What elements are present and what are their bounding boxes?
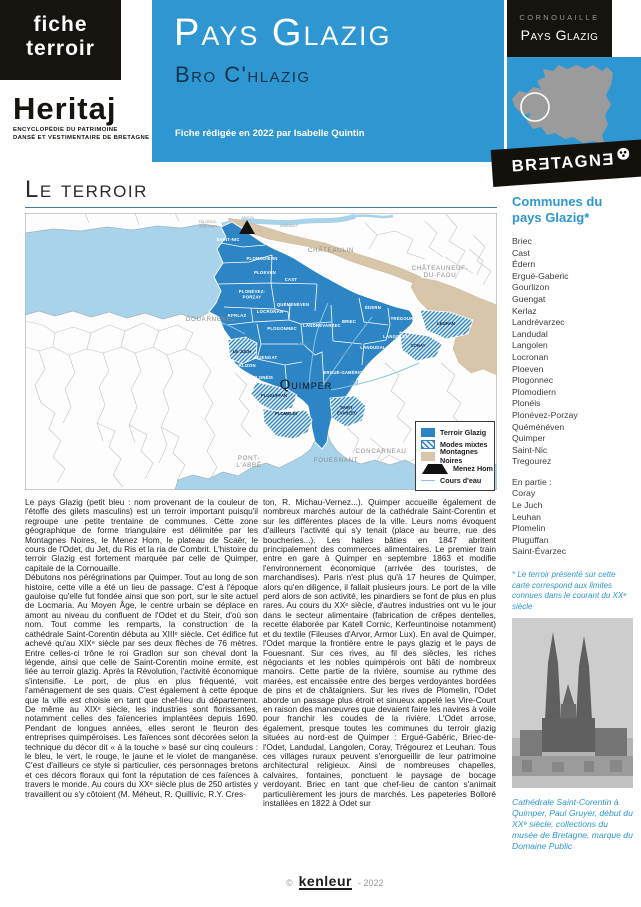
list-item: Guengat — [512, 293, 546, 304]
map-label: CORAY — [410, 343, 426, 348]
bretagne-badge-icon — [617, 147, 630, 160]
map-label: FOUESNANT — [313, 457, 359, 464]
paragraph: Le pays Glazig (petit bleu : nom provenant de la couleur de l'étoffe des gilets masculins) est un terroir important puisqu'il regroupe une petite trentaine de communes. Cette zone géographique de forme triangulaire est délimitée par les Montagnes Noires, le Menez Hom, le plateau de Scaër, le cours de l'Odet, du Jet, du Ris et la ria de Combrit. L'histoire du terroir Glazig est fortement marquée par celle de Quimper, capitale de la Cornouaille. — [25, 497, 258, 573]
map-label: TRÉGOUREZ — [390, 316, 420, 321]
heritaj-wordmark: Heritaj — [13, 91, 117, 126]
legend-label: Montagnes Noires — [440, 447, 478, 466]
list-item: Plomodiern — [512, 386, 556, 397]
partial-communes-list — [512, 488, 634, 558]
copyright-symbol: © — [286, 878, 293, 888]
list-item: Leuhan — [512, 511, 541, 522]
list-item: Kerlaz — [512, 305, 537, 316]
map-label: CONCARNEAU — [355, 448, 407, 455]
list-item: Plogonnec — [512, 375, 554, 386]
map-label: Ris — [246, 335, 256, 342]
region-name: CORNOUAILLE — [519, 13, 600, 22]
map-label: PORZAY — [242, 294, 262, 300]
map-label: Quimper — [279, 377, 333, 392]
list-item: Cast — [512, 247, 530, 258]
glazig-swatch-icon — [421, 428, 435, 437]
map-footnote: * Le terroir présenté sur cette carte correspond aux limites connues dans le courant du XXᵉ siècle — [512, 570, 627, 611]
paragraph: ton, R. Michau-Vernez...). Quimper accueille également de nombreux marchés autour de la cathédrale Saint-Corentin et sur les différentes places de la ville. Leurs noms évoquent d'ailleurs l'activité qui s'y tenait (place au beurre, rue des boucheries...). Les halles bâties en 1847 abritent principalement des commerces alimentaires. Le premier train entre en gare à Quimper en septembre 1863 et modifie l'environnement économique (arrivée des touristes, de marchandises). Paris n'est plus qu'à 17 heures de Quimper, alors qu'en diligence, il fallait plusieurs jours. Le port de la ville perd alors de son activité, les pinardiers se font de plus en plus rares. Au cours du XXᵉ siècle, d'autres industries ont vu le jour dans le secteur alimentaire (fabrication de crêpes dentelles, recette élaborée par Katell Cornic, Kerfeuntinoise notamment) et du textile (Fileuses d'Arvor, Armor Lux). En aval de Quimper, l'Odet marque la frontière entre le pays glazig et le pays de Fouesnant. Sur ces rives, au fil des siècles, les riches négociants et les nobles quimpérois ont bâti de nombreux manoirs. Cette partie de la rivière, soumise au rythme des marées, est encaissée entre des berges verdoyantes bordées de pins et de châtaigniers. Sur les rives de Plomelin, l'Odet aborde un passage plus étroit et sinueux appelé les Vire-Court en raison des manœuvres que devaient faire les navires à voile pour franchir les coudes de la rivière. L'Odet arrose, également, presque toutes les communes du terroir glazig situées au nord-est de Quimper : Ergué-Gabéric, Briec-de-l'Odet, Landudal, Langolen, Coray, Trégourez et Leuhan. Tous ces villages ruraux peuvent s'enorgueillir de leur patrimoine architectural religieux. Ainsi de nombreuses chapelles, calvaires, fontaines, ponctuent le paysage de bocage verdoyant. Briec en tant que chef-lieu de canton s'animait particulièrement les jours de marchés. Les papeteries Bolloré installées en 1822 à Odet sur — [263, 497, 496, 808]
cathedral-photo — [512, 618, 633, 788]
list-item: Locronan — [512, 351, 549, 362]
list-item: Plonévez-Porzay — [512, 409, 578, 420]
list-item: Quéménéven — [512, 421, 565, 432]
mixte-swatch-icon — [421, 440, 435, 449]
list-item: Pluguffan — [512, 534, 549, 545]
map-label: LEUHAN — [437, 321, 455, 326]
article-body — [25, 498, 497, 808]
communes-list — [512, 236, 634, 468]
map-label: LANGOLEN — [383, 334, 409, 339]
fiche-terroir-logo — [0, 0, 121, 80]
page-subtitle-breton: Bro C'hlazig — [175, 62, 311, 87]
list-item: Ergué-Gaberic — [512, 270, 569, 281]
page-title: Pays Glazig — [174, 12, 392, 54]
title-banner — [152, 0, 504, 162]
article-column-left — [25, 498, 258, 808]
kenleur-logo: kenleur — [298, 873, 352, 889]
pays-name: Pays Glazig — [520, 27, 599, 43]
map-label: PLOMELIN — [274, 411, 298, 416]
map-label: PLONÉVEZ- — [238, 289, 266, 294]
list-item: Plomelin — [512, 523, 546, 534]
list-item: Landudal — [512, 328, 548, 339]
sidebar-title: Communes du pays Glazig* — [512, 194, 603, 225]
footer-year: - 2022 — [357, 878, 384, 888]
map-label: CHÂTEAUNEUF- — [411, 265, 469, 272]
map-label: ÉVARZEC — [336, 410, 358, 416]
map-label: PONT- — [237, 455, 261, 462]
map-label: GOURLIZON — [228, 363, 256, 368]
byline: Fiche rédigée en 2022 par Isabelle Quintin — [175, 128, 365, 139]
brittany-locator-map — [507, 57, 641, 151]
paragraph: Débutons nos pérégrinations par Quimper. Tout au long de son histoire, cette ville a été un lieu de passage. C'est à l'époque gauloise qu'elle fut fondée ainsi que son port, sur le site actuel de Locmaria. Au Moyen Âge, le centre urbain se déplace en amont au niveau du confluent de l'Odet et du Steir, d'où son nom. Tout comme les remparts, la construction de la cathédrale Saint-Corentin débuta au XIIIᵉ siècle. Cet édifice fut achevé qu'au XIXᵉ siècle par ses deux flèches de 76 mètres. Entre celles-ci trône le roi Gradlon sur son cheval dont la légende, ainsi que celle de Saint-Corentin moine ermite, est liée au terroir glazig. Après la Révolution, l'activité économique s'intensifie. Le port, de plus en plus fréquenté, voit l'aménagement de ses quais. C'est également à cette époque que la ville est choisie en tant que chef-lieu du département. De même au XIXᵉ siècle, les industries sont florissantes, notamment celles des faïenceries implantées depuis 1690. Pendant de longues années, elles seront le fleuron des entreprises quimpéroises. Les faïences sont décorées selon la technique du décor dit « à la touche » basé sur cinq couleurs : le bleu, le vert, le rouge, le jaune et le violet de manganèse. C'est d'ailleurs ce style si particulier, ces personnages bretons et ces décors floraux qui font la réputation de ces faïences à travers le monde. Au cours du XXᵉ siècle plus de 250 artistes y travaillent ou s'y côtoient (M. Méheut, R. Quillivic, R.Y. Cres- — [25, 572, 258, 799]
map-label: SAINT-NIC — [216, 237, 240, 242]
list-item: Landrévarzec — [512, 317, 565, 328]
brittany-silhouette — [507, 57, 641, 151]
map-label: DOUARNENEZ — [185, 316, 237, 323]
map-label: CAST — [284, 277, 298, 282]
legend-label: Terroir Glazig — [440, 427, 487, 437]
list-item: Tregourez — [512, 456, 552, 467]
map-label: PLOGONNEC — [267, 326, 297, 331]
section-title: Le terroir — [25, 176, 148, 203]
map-label: LOCRONAN — [256, 309, 284, 314]
partial-list-title: En partie : — [512, 476, 552, 487]
map-label: KERLAZ — [227, 313, 247, 318]
list-item: Gourlizon — [512, 282, 550, 293]
legend-label: Cours d'eau — [440, 476, 482, 486]
map-label: PLUGUFFAN — [260, 393, 288, 398]
footer — [286, 874, 383, 890]
heritaj-logo — [13, 92, 153, 142]
peak-swatch-icon — [422, 464, 448, 474]
article-column-right — [263, 498, 496, 808]
list-item: Briec — [512, 236, 532, 246]
map-label: CHÂTEAULIN — [307, 247, 355, 254]
map-label: DU-FAOU — [423, 272, 457, 279]
map-label: Jet — [349, 379, 359, 386]
bretagne-wordmark: BRƎTAGNƎ — [511, 150, 616, 176]
legend-row — [421, 463, 494, 475]
fiche-terroir-logo-line2: terroir — [26, 37, 95, 60]
map-label: SAINT- — [339, 405, 355, 410]
section-rule — [25, 207, 497, 208]
map-label: ERGUÉ-GABÉRIC — [323, 370, 363, 375]
list-item: Coray — [512, 488, 536, 499]
map-label: DINÉAULT — [279, 224, 299, 228]
legend-label: Modes mixtes — [440, 439, 488, 449]
list-item: Édern — [512, 259, 536, 270]
list-item: Saint-Évarzec — [512, 546, 567, 557]
map-label: PLOMODIERN — [246, 256, 278, 261]
list-item: Langolen — [512, 340, 548, 351]
legend-row — [421, 475, 494, 487]
heritaj-tagline-2: DANSÉ ET VESTIMENTAIRE DE BRETAGNE — [13, 135, 150, 141]
map-label: Steïr — [296, 341, 310, 348]
map-label: ARGOL — [241, 216, 255, 220]
list-item: Ploeven — [512, 363, 544, 374]
map-label: PLONÉIS — [252, 375, 274, 380]
map-label: Odet — [336, 351, 352, 358]
map-label: LANDRÉVARZEC — [303, 323, 341, 328]
list-item: Saint-Nic — [512, 444, 548, 455]
map-label: TELGRUC- — [198, 220, 218, 224]
map-label: GUENGAT — [254, 355, 278, 360]
legend-label: Menez Hom — [453, 464, 493, 474]
map-label: PLOEVEN — [254, 270, 276, 275]
map-label: LE JUCH — [232, 349, 252, 354]
map-legend — [415, 421, 495, 491]
map-label: SUR-MER — [199, 224, 217, 229]
heritaj-tagline-1: ENCYCLOPÉDIE DU PATRIMOINE — [13, 127, 118, 133]
river-swatch-icon — [421, 480, 435, 481]
terroir-map — [25, 213, 497, 490]
legend-row — [421, 447, 494, 466]
map-label: BRIEC — [341, 319, 357, 324]
list-item: Le Juch — [512, 500, 543, 511]
region-badge — [507, 0, 612, 57]
photo-caption: Cathédrale Saint-Corentin à Quimper, Paul Gruyer, début du XXᵉ siècle, collections du musée de Bretagne, marque du Domaine Public — [512, 797, 633, 852]
legend-row — [421, 426, 494, 438]
map-label: ÉDERN — [364, 305, 382, 310]
list-item: Plonéis — [512, 398, 541, 409]
map-label: QUÉMÉNÉVEN — [276, 302, 310, 307]
map-label: L'ABBÉ — [236, 462, 262, 469]
list-item: Quimper — [512, 433, 546, 444]
map-label: LANDUDAL — [360, 345, 386, 350]
montagnes-swatch-icon — [421, 452, 435, 461]
sidebar — [512, 194, 634, 852]
fiche-terroir-logo-line1: fiche — [33, 13, 88, 36]
